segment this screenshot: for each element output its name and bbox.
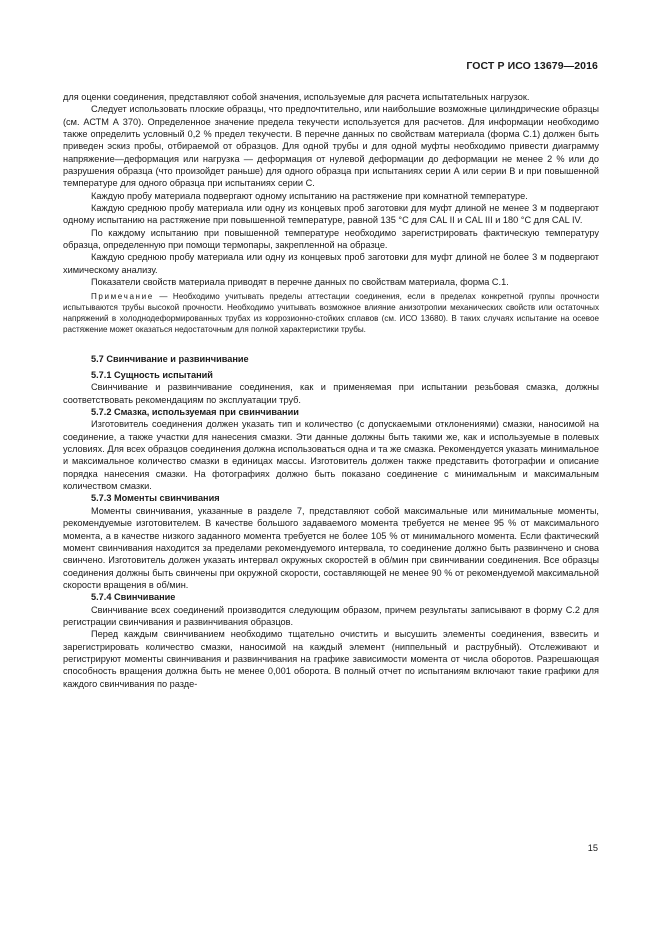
subsection-heading-5-7-4: 5.7.4 Свинчивание — [91, 592, 176, 603]
paragraph: Изготовитель соединения должен указать тип и количество (с допускаемыми отклонениями) смазки, наносимой на соединение, а также участки для нанесения смазки. Эти данные должны быть такими же, как и используемые в полевых условиях. Для всех образцов соединения должна использоваться одна и та же смазка. Рекомендуется указать минимальное и максимальное количество смазки в единицах массы. Изготовитель должен также представить фотографии и описание порядка нанесения смазки. На фотографиях должно быть показано соединение с минимальным и максимальным количеством смазки. — [63, 419, 599, 492]
subsection-heading-5-7-2: 5.7.2 Смазка, используемая при свинчивании — [91, 407, 299, 418]
paragraph: для оценки соединения, представляют собой значения, используемые для расчета испытательных нагрузок. — [63, 92, 530, 102]
subsection-heading-5-7-3: 5.7.3 Моменты свинчивания — [91, 493, 220, 504]
paragraph: Каждую среднюю пробу материала или одну из концевых проб заготовки для муфт длиной не менее 3 м подвергают одному испытанию на растяжение при повышенной температуре, равной 135 °С для CAL II и CAL III и 180 °С для CAL IV. — [63, 203, 599, 226]
page-number: 15 — [587, 843, 598, 853]
note-text: — Необходимо учитывать пределы аттестации соединения, если в пределах конкретной группы прочности испытываются трубы высокой прочности. Необходимо учитывать возможное влияние анизотропии механических свойств или остаточных напряжений в холоднодеформированных трубах из коррозионно-стойких сплавов (см. ИСО 13680). В таких случаях испытание на осевое растяжение может оказаться недостаточным для полной характеристики трубы. — [63, 291, 599, 334]
paragraph: Перед каждым свинчиванием необходимо тщательно очистить и высушить элементы соединения, взвесить и зарегистрировать количество смазки, наносимой на каждый элемент (ниппельный и раструбный). Отслеживают и регистрируют моменты свинчивания и развинчивания на графике зависимости момента от числа оборотов. Разрешающая способность вращения должна быть не менее 0,001 оборота. В полный отчет по испытаниям включают такие графики для каждого свинчивания по разде- — [63, 629, 599, 689]
paragraph: Каждую среднюю пробу материала или одну из концевых проб заготовки для муфт длиной не более 3 м подвергают химическому анализу. — [63, 252, 599, 275]
paragraph: Каждую пробу материала подвергают одному испытанию на растяжение при комнатной температуре. — [91, 190, 528, 201]
note — [63, 291, 599, 335]
note-label: Примечание — [91, 291, 154, 301]
paragraph: Моменты свинчивания, указанные в разделе 7, представляют собой максимальные или минимальные моменты, рекомендуемые изготовителем. В качестве большого задаваемого момента требуется не менее 95 % от максимального момента, а в качестве низкого заданного момента требуется не более 105 % от минимального момента. Если фактический момент свинчивания находится за пределами рекомендуемого интервала, то соединение должно быть развинчено и снова свинчено. Изготовитель должен указать интервал окружных скоростей в об/мин при свинчивании соединения. Все образцы соединения должны быть свинчены при окружной скорости, составляющей не менее 90 % от рекомендуемой максимальной скорости вращения в об/мин. — [63, 505, 599, 590]
paragraph: Свинчивание и развинчивание соединения, как и применяемая при испытании резьбовая смазка, должны соответствовать рекомендациям по эксплуатации труб. — [63, 382, 599, 405]
paragraph: Свинчивание всех соединений производится следующим образом, причем результаты записывают в форму С.2 для регистрации свинчивания и развинчивания образцов. — [63, 604, 599, 627]
subsection-heading-5-7-1: 5.7.1 Сущность испытаний — [91, 370, 213, 381]
paragraph: Показатели свойств материала приводят в перечне данных по свойствам материала, форма С.1. — [91, 277, 509, 288]
paragraph: По каждому испытанию при повышенной температуре необходимо зарегистрировать фактическую температуру образца, определенную при помощи термопары, закрепленной на образце. — [63, 227, 599, 251]
paragraph: Следует использовать плоские образцы, что предпочтительно, или наибольшие возможные цилиндрические образцы (см. АСТМ А 370). Определенное значение предела текучести используется для расчетов. Для информации необходимо также определить условный 0,2 % предел текучести. В перечне данных по свойствам материала (форма С.1) должен быть приведен эскиз пробы, отбираемой от образцов. Для одной трубы и для одной муфты необходимо привести диаграмму напряжение—деформация или нагрузка — деформация от нулевой деформации до деформации не менее 2 % или до разрушения образца (что произойдет раньше) для одного образца при испытаниях серии А или серии В и при повышенной температуре для одного образца при испытаниях серии С. — [63, 104, 599, 189]
document-header: ГОСТ Р ИСО 13679—2016 — [466, 60, 598, 72]
document-body — [63, 91, 599, 690]
section-heading-5-7: 5.7 Свинчивание и развинчивание — [91, 353, 249, 364]
